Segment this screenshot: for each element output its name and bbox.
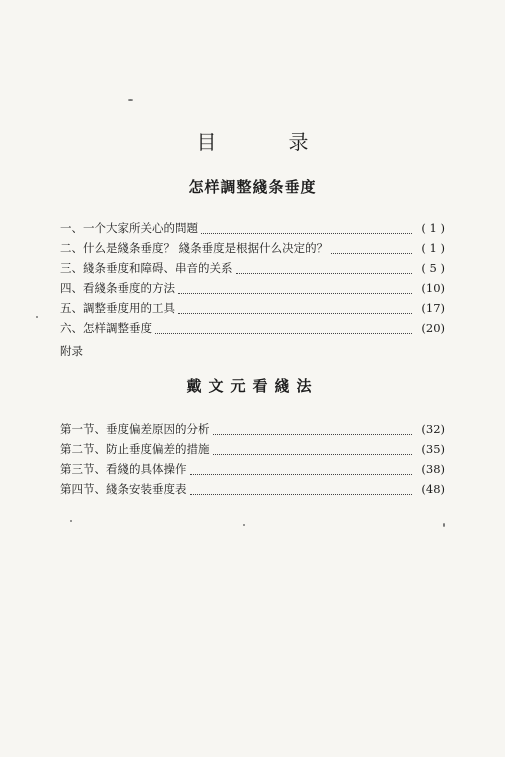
toc-entry[interactable]: [60, 220, 445, 240]
dot-leader: [213, 434, 413, 435]
toc-entry-page: (17): [421, 301, 445, 315]
toc-entry[interactable]: [60, 260, 445, 280]
toc-entry-page: ( 1 ): [421, 221, 445, 235]
toc-entry[interactable]: [60, 481, 445, 501]
toc-entry-label: 第一节、垂度偏差原因的分析: [60, 422, 210, 436]
toc-entry-label: 五、調整垂度用的工具: [60, 301, 175, 315]
toc-entry[interactable]: [60, 461, 445, 481]
scan-speck: [443, 523, 445, 527]
toc-entry-page: (35): [421, 442, 445, 456]
appendix-label[interactable]: 附录: [60, 344, 83, 358]
toc-entry[interactable]: [60, 280, 445, 300]
toc-entry-label: 六、怎样調整垂度: [60, 321, 152, 335]
dot-leader: [190, 474, 413, 475]
toc-entry-label: 四、看綫条垂度的方法: [60, 281, 175, 295]
dot-leader: [178, 293, 412, 294]
dot-leader: [155, 333, 412, 334]
scan-speck: [70, 520, 72, 522]
toc-part1: [60, 220, 445, 340]
toc-entry-label: 第四节、綫条安装垂度表: [60, 482, 187, 496]
toc-entry-page: (48): [421, 482, 445, 496]
toc-entry[interactable]: [60, 300, 445, 320]
toc-entry-page: ( 5 ): [421, 261, 445, 275]
toc-entry-label: 第三节、看綫的具体操作: [60, 462, 187, 476]
page-title: 目 录: [196, 130, 335, 154]
toc-entry[interactable]: [60, 441, 445, 461]
toc-entry[interactable]: [60, 421, 445, 441]
scan-speck: [36, 316, 38, 318]
scan-speck: [128, 99, 133, 101]
toc-part2: [60, 421, 445, 501]
scan-speck: [243, 524, 245, 526]
dot-leader: [236, 273, 413, 274]
toc-entry-page: (38): [421, 462, 445, 476]
toc-entry-page: (10): [421, 281, 445, 295]
part2-heading: 戴文元看綫法: [186, 377, 319, 395]
dot-leader: [201, 233, 412, 234]
dot-leader: [178, 313, 412, 314]
toc-entry-label: 一、一个大家所关心的問題: [60, 221, 198, 235]
toc-entry-label: 三、綫条垂度和障碍、串音的关系: [60, 261, 233, 275]
part1-heading: 怎样調整綫条垂度: [188, 178, 317, 196]
toc-entry-page: (32): [421, 422, 445, 436]
toc-entry-label: 二、什么是綫条垂度？ 綫条垂度是根据什么决定的？: [60, 241, 329, 255]
toc-entry-label: 第二节、防止垂度偏差的措施: [60, 442, 210, 456]
toc-entry-page: ( 1 ): [421, 241, 445, 255]
toc-entry[interactable]: [60, 320, 445, 340]
dot-leader: [213, 454, 413, 455]
toc-entry-page: (20): [421, 321, 445, 335]
dot-leader: [190, 494, 413, 495]
toc-entry[interactable]: [60, 240, 445, 260]
dot-leader: [331, 253, 412, 254]
